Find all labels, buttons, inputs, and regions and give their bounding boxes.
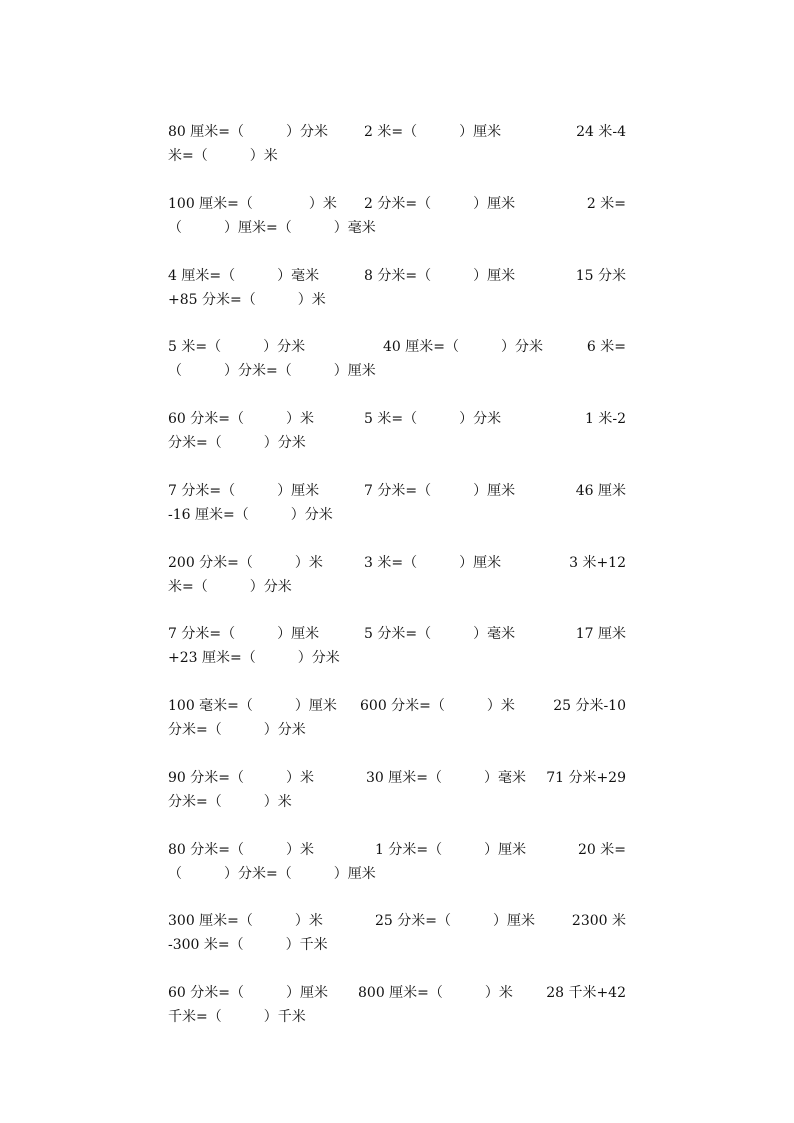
problem-text: 5 米=（ ）分米: [168, 339, 306, 355]
problem-line: [168, 622, 626, 646]
problem-line: [168, 335, 626, 359]
problem-row-6: [168, 479, 626, 527]
problem-text: 80 分米=（ ）米: [168, 842, 314, 858]
problem-row-1: [168, 120, 626, 168]
problem-text: 71 分米+29: [546, 770, 626, 786]
problem-row-2: [168, 192, 626, 240]
problem-text: 1 米-2: [585, 411, 626, 427]
problem-text: 200 分米=（ ）米: [168, 555, 323, 571]
problem-text: 24 米-4: [576, 124, 626, 140]
problem-text: 2 分米=（ ）厘米: [364, 196, 516, 212]
problem-line: [168, 479, 626, 503]
problem-text: 60 分米=（ ）米: [168, 411, 314, 427]
problem-text: 5 分米=（ ）毫米: [364, 626, 516, 642]
problem-line: [168, 766, 626, 790]
problem-continuation: -16 厘米=（ ）分米: [168, 507, 333, 523]
problem-text: 7 分米=（ ）厘米: [168, 483, 320, 499]
problem-row-13: [168, 981, 626, 1029]
problem-text: 17 厘米: [575, 626, 626, 642]
problem-continuation: （ ）分米=（ ）厘米: [168, 866, 376, 882]
problem-continuation: 分米=（ ）米: [168, 794, 292, 810]
problem-text: 2300 米: [571, 913, 626, 929]
problem-text: 600 分米=（ ）米: [360, 698, 515, 714]
problem-line: [168, 694, 626, 718]
problem-continuation: 分米=（ ）分米: [168, 435, 306, 451]
problem-continuation: +85 分米=（ ）米: [168, 292, 326, 308]
problem-text: 2 米=（ ）厘米: [364, 124, 502, 140]
problem-line: [168, 909, 626, 933]
problem-continuation: -300 米=（ ）千米: [168, 937, 328, 953]
problem-continuation: （ ）厘米=（ ）毫米: [168, 220, 376, 236]
problem-text: 25 分米-10: [553, 698, 626, 714]
problem-text: 25 分米=（ ）厘米: [375, 913, 535, 929]
problem-line: [168, 838, 626, 862]
problem-continuation: 米=（ ）分米: [168, 579, 292, 595]
problem-continuation: +23 厘米=（ ）分米: [168, 650, 340, 666]
problem-continuation: （ ）分米=（ ）厘米: [168, 363, 376, 379]
problem-line: [168, 551, 626, 575]
problem-line: [168, 264, 626, 288]
problem-text: 3 米+12: [569, 555, 626, 571]
problem-text: 90 分米=（ ）米: [168, 770, 314, 786]
problem-row-7: [168, 551, 626, 599]
problem-text: 800 厘米=（ ）米: [358, 985, 513, 1001]
problem-row-9: [168, 694, 626, 742]
problem-text: 100 毫米=（ ）厘米: [168, 698, 337, 714]
problem-line: [168, 407, 626, 431]
problem-text: 20 米=: [578, 842, 626, 858]
problem-text: 28 千米+42: [546, 985, 626, 1001]
problem-text: 7 分米=（ ）厘米: [168, 626, 320, 642]
problem-text: 4 厘米=（ ）毫米: [168, 268, 320, 284]
problem-text: 3 米=（ ）厘米: [364, 555, 502, 571]
problem-continuation: 米=（ ）米: [168, 148, 278, 164]
problem-text: 2 米=: [586, 196, 626, 212]
problem-row-10: [168, 766, 626, 814]
problem-row-4: [168, 335, 626, 383]
problem-text: 300 厘米=（ ）米: [168, 913, 323, 929]
problem-text: 80 厘米=（ ）分米: [168, 124, 328, 140]
problem-line: [168, 981, 626, 1005]
problem-row-3: [168, 264, 626, 312]
problem-row-8: [168, 622, 626, 670]
problem-text: 7 分米=（ ）厘米: [364, 483, 516, 499]
problem-text: 40 厘米=（ ）分米: [383, 339, 543, 355]
problem-text: 30 厘米=（ ）毫米: [366, 770, 526, 786]
problem-text: 8 分米=（ ）厘米: [364, 268, 516, 284]
problem-text: 60 分米=（ ）厘米: [168, 985, 328, 1001]
problem-row-12: [168, 909, 626, 957]
problem-text: 6 米=: [586, 339, 626, 355]
problem-row-5: [168, 407, 626, 455]
problem-text: 1 分米=（ ）厘米: [375, 842, 527, 858]
problem-text: 5 米=（ ）分米: [364, 411, 502, 427]
problem-continuation: 千米=（ ）千米: [168, 1009, 306, 1025]
problem-row-11: [168, 838, 626, 886]
problem-continuation: 分米=（ ）分米: [168, 722, 306, 738]
problem-line: [168, 120, 626, 144]
problem-text: 100 厘米=（ ）米: [168, 196, 337, 212]
problem-line: [168, 192, 626, 216]
problem-text: 15 分米: [575, 268, 626, 284]
problem-text: 46 厘米: [575, 483, 626, 499]
